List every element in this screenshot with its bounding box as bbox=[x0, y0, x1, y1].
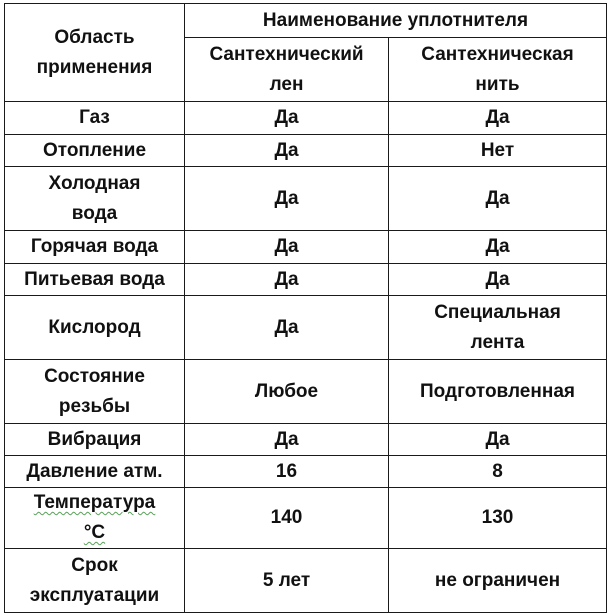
thread-cell: Да bbox=[389, 231, 607, 264]
thread-cell: Да bbox=[389, 167, 607, 231]
linen-cell: Да bbox=[185, 424, 389, 456]
linen-cell: Да bbox=[185, 135, 389, 167]
header-thread: Сантехническая нить bbox=[389, 38, 607, 102]
area-cell: Холодная вода bbox=[5, 167, 185, 231]
area-cell: Состояние резьбы bbox=[5, 360, 185, 424]
area-cell: Отопление bbox=[5, 135, 185, 167]
linen-cell: 5 лет bbox=[185, 549, 389, 613]
thread-cell: Нет bbox=[389, 135, 607, 167]
header-linen: Сантехнический лен bbox=[185, 38, 389, 102]
sealant-comparison-table bbox=[4, 3, 607, 613]
linen-cell: Любое bbox=[185, 360, 389, 424]
table-row bbox=[5, 231, 607, 264]
thread-cell: Да bbox=[389, 102, 607, 135]
area-cell: Газ bbox=[5, 102, 185, 135]
area-cell: Давление атм. bbox=[5, 456, 185, 488]
table-row bbox=[5, 264, 607, 296]
area-cell: Питьевая вода bbox=[5, 264, 185, 296]
linen-cell: Да bbox=[185, 264, 389, 296]
area-cell: Горячая вода bbox=[5, 231, 185, 264]
table-row bbox=[5, 456, 607, 488]
linen-cell: Да bbox=[185, 231, 389, 264]
thread-cell: 130 bbox=[389, 488, 607, 549]
linen-cell: Да bbox=[185, 167, 389, 231]
table-row bbox=[5, 102, 607, 135]
thread-cell: 8 bbox=[389, 456, 607, 488]
table-row bbox=[5, 488, 607, 549]
table-row bbox=[5, 296, 607, 360]
linen-cell: Да bbox=[185, 102, 389, 135]
area-cell: Кислород bbox=[5, 296, 185, 360]
area-cell bbox=[5, 488, 185, 549]
linen-cell: 140 bbox=[185, 488, 389, 549]
table-row bbox=[5, 360, 607, 424]
thread-cell: Подготовленная bbox=[389, 360, 607, 424]
table-row bbox=[5, 549, 607, 613]
area-cell: Вибрация bbox=[5, 424, 185, 456]
linen-cell: 16 bbox=[185, 456, 389, 488]
table-row bbox=[5, 135, 607, 167]
header-row-top bbox=[5, 4, 607, 38]
temperature-label: Температура °С bbox=[33, 492, 156, 543]
linen-cell: Да bbox=[185, 296, 389, 360]
header-sealant-group: Наименование уплотнителя bbox=[185, 4, 607, 38]
thread-cell: Да bbox=[389, 264, 607, 296]
thread-cell: не ограничен bbox=[389, 549, 607, 613]
thread-cell: Да bbox=[389, 424, 607, 456]
area-cell: Срок эксплуатации bbox=[5, 549, 185, 613]
header-area: Область применения bbox=[5, 4, 185, 102]
table-row bbox=[5, 167, 607, 231]
thread-cell: Специальная лента bbox=[389, 296, 607, 360]
table-row bbox=[5, 424, 607, 456]
